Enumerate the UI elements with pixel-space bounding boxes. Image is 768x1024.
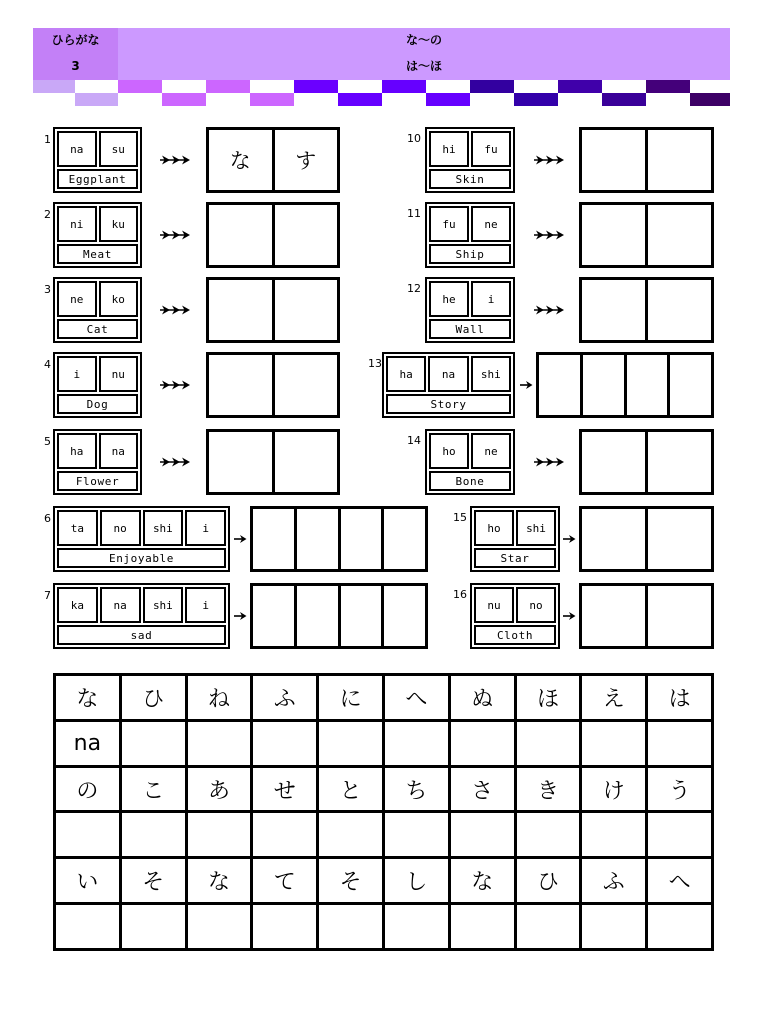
romaji-syllable: shi xyxy=(143,587,184,623)
romaji-syllable: ta xyxy=(57,510,98,546)
answer-cell xyxy=(384,509,425,569)
romaji-row xyxy=(429,433,511,469)
answer-boxes xyxy=(579,127,714,193)
romaji-syllable: nu xyxy=(474,587,514,623)
answer-cell xyxy=(209,355,272,415)
kana-grid-cell: に xyxy=(319,676,382,719)
kana-grid-cell: そ xyxy=(122,859,185,902)
kana-grid-cell: ふ xyxy=(253,676,316,719)
stripe-block xyxy=(294,80,338,93)
answer-cell xyxy=(648,432,711,492)
romaji-syllable: no xyxy=(516,587,556,623)
stripe-block xyxy=(382,80,426,93)
kana-range-line-1: な～の xyxy=(405,33,442,47)
romaji-syllable: ne xyxy=(57,281,97,317)
kana-grid-cell: と xyxy=(319,768,382,811)
answer-cell: な xyxy=(209,130,272,190)
kana-grid-cell: え xyxy=(582,676,645,719)
answer-boxes xyxy=(579,277,714,343)
kana-grid-cell: こ xyxy=(122,768,185,811)
answer-cell xyxy=(648,130,711,190)
triple-arrow-icon xyxy=(159,456,191,468)
answer-cell xyxy=(341,509,382,569)
word-meaning: Dog xyxy=(57,394,138,414)
romaji-card xyxy=(425,429,515,495)
kana-grid-cell xyxy=(122,722,185,765)
answer-boxes xyxy=(250,583,428,649)
stripe-block xyxy=(558,80,602,93)
exercise-number: 6 xyxy=(44,512,51,525)
kana-grid-cell xyxy=(648,722,711,765)
romaji-card xyxy=(425,277,515,343)
romaji-syllable: na xyxy=(99,433,139,469)
kana-grid-cell xyxy=(319,722,382,765)
kana-grid-cell xyxy=(188,813,251,856)
romaji-row xyxy=(57,281,138,317)
romaji-card xyxy=(425,202,515,268)
triple-arrow-icon xyxy=(159,154,191,166)
stripe-block xyxy=(75,93,118,106)
arrow-right-icon xyxy=(234,611,247,621)
kana-grid-cell: な xyxy=(451,859,514,902)
romaji-syllable: nu xyxy=(99,356,139,392)
answer-cell xyxy=(209,205,272,265)
stripe-block xyxy=(250,93,294,106)
answer-cell xyxy=(297,586,338,646)
kana-grid-cell: の xyxy=(56,768,119,811)
answer-boxes xyxy=(206,277,340,343)
exercise-number: 5 xyxy=(44,435,51,448)
answer-cell xyxy=(648,280,711,340)
exercise-number: 10 xyxy=(407,132,421,145)
word-meaning: Bone xyxy=(429,471,511,491)
romaji-syllable: ho xyxy=(429,433,469,469)
romaji-row xyxy=(429,131,511,167)
answer-cell xyxy=(582,205,645,265)
kana-grid-cell: い xyxy=(56,859,119,902)
romaji-syllable: ni xyxy=(57,206,97,242)
answer-cell xyxy=(582,586,645,646)
kana-grid-cell xyxy=(582,722,645,765)
romaji-row xyxy=(57,131,138,167)
word-meaning: Wall xyxy=(429,319,511,339)
answer-cell xyxy=(209,432,272,492)
kana-grid-cell: ほ xyxy=(517,676,580,719)
kana-grid-cell: そ xyxy=(319,859,382,902)
word-meaning: Skin xyxy=(429,169,511,189)
exercise-number: 12 xyxy=(407,282,421,295)
answer-cell xyxy=(275,280,338,340)
romaji-syllable: fu xyxy=(471,131,511,167)
romaji-card xyxy=(470,583,560,649)
romaji-row xyxy=(474,510,556,546)
kana-grid-cell: て xyxy=(253,859,316,902)
answer-boxes xyxy=(536,352,714,418)
romaji-syllable: shi xyxy=(516,510,556,546)
exercise-number: 1 xyxy=(44,133,51,146)
arrow-right-icon xyxy=(520,380,533,390)
romaji-row xyxy=(57,587,226,623)
romaji-syllable: ha xyxy=(57,433,97,469)
answer-boxes xyxy=(579,429,714,495)
romaji-syllable: he xyxy=(429,281,469,317)
answer-cell: す xyxy=(275,130,338,190)
exercise-number: 16 xyxy=(453,588,467,601)
answer-cell xyxy=(275,205,338,265)
kana-grid-cell: さ xyxy=(451,768,514,811)
kana-grid-cell: へ xyxy=(385,676,448,719)
word-meaning: Star xyxy=(474,548,556,568)
kana-grid-cell: し xyxy=(385,859,448,902)
answer-cell xyxy=(253,509,294,569)
romaji-row xyxy=(429,206,511,242)
kana-grid-cell xyxy=(253,813,316,856)
romaji-syllable: ku xyxy=(99,206,139,242)
kana-grid-cell: は xyxy=(648,676,711,719)
romaji-syllable: su xyxy=(99,131,139,167)
romaji-syllable: i xyxy=(185,587,226,623)
romaji-row xyxy=(57,356,138,392)
kana-range-line-2: は～ほ xyxy=(405,59,442,73)
answer-cell xyxy=(297,509,338,569)
answer-cell xyxy=(648,509,711,569)
answer-cell xyxy=(583,355,624,415)
answer-cell xyxy=(539,355,580,415)
answer-cell xyxy=(582,432,645,492)
answer-boxes xyxy=(250,506,428,572)
romaji-row xyxy=(57,510,226,546)
kana-grid-cell: な xyxy=(56,676,119,719)
romaji-syllable: ne xyxy=(471,206,511,242)
kana-grid-cell: せ xyxy=(253,768,316,811)
kana-grid-cell xyxy=(517,722,580,765)
kana-grid-cell: う xyxy=(648,768,711,811)
kana-grid-cell xyxy=(385,722,448,765)
kana-grid-cell xyxy=(451,722,514,765)
word-meaning: Cat xyxy=(57,319,138,339)
kana-grid-cell xyxy=(319,905,382,948)
stripe-block xyxy=(646,80,690,93)
word-meaning: Eggplant xyxy=(57,169,138,189)
word-meaning: Ship xyxy=(429,244,511,264)
kana-grid-cell xyxy=(56,905,119,948)
kana-grid-cell: ぬ xyxy=(451,676,514,719)
kana-grid-cell: な xyxy=(188,859,251,902)
kana-grid-cell xyxy=(56,813,119,856)
romaji-syllable: i xyxy=(57,356,97,392)
kana-grid-cell: ひ xyxy=(517,859,580,902)
word-meaning: Meat xyxy=(57,244,138,264)
kana-grid-cell xyxy=(188,905,251,948)
romaji-syllable: i xyxy=(185,510,226,546)
answer-boxes xyxy=(206,202,340,268)
answer-boxes xyxy=(579,506,714,572)
romaji-syllable: hi xyxy=(429,131,469,167)
kana-grid-cell xyxy=(253,905,316,948)
word-meaning: Cloth xyxy=(474,625,556,645)
kana-grid-cell xyxy=(188,722,251,765)
answer-boxes xyxy=(579,583,714,649)
exercise-number: 7 xyxy=(44,589,51,602)
triple-arrow-icon xyxy=(533,229,565,241)
romaji-syllable: ha xyxy=(386,356,426,392)
romaji-card xyxy=(382,352,515,418)
romaji-syllable: ho xyxy=(474,510,514,546)
kana-grid-cell xyxy=(582,905,645,948)
kana-practice-grid xyxy=(53,673,714,951)
arrow-right-icon xyxy=(234,534,247,544)
kana-grid-cell: ひ xyxy=(122,676,185,719)
romaji-syllable: na xyxy=(428,356,468,392)
answer-cell xyxy=(582,280,645,340)
kana-grid-cell: け xyxy=(582,768,645,811)
romaji-card xyxy=(53,583,230,649)
romaji-card xyxy=(470,506,560,572)
romaji-syllable: ko xyxy=(99,281,139,317)
answer-cell xyxy=(384,586,425,646)
kana-grid-cell xyxy=(122,813,185,856)
stripe-block xyxy=(33,80,75,93)
kana-grid-cell: き xyxy=(517,768,580,811)
word-meaning: sad xyxy=(57,625,226,645)
kana-grid-cell xyxy=(451,813,514,856)
word-meaning: Story xyxy=(386,394,511,414)
romaji-card xyxy=(53,506,230,572)
answer-cell xyxy=(670,355,711,415)
romaji-row xyxy=(429,281,511,317)
answer-cell xyxy=(275,355,338,415)
kana-grid-cell xyxy=(582,813,645,856)
romaji-card xyxy=(425,127,515,193)
kana-grid-cell xyxy=(517,813,580,856)
kana-grid-cell: あ xyxy=(188,768,251,811)
triple-arrow-icon xyxy=(533,456,565,468)
answer-cell xyxy=(275,432,338,492)
romaji-syllable: no xyxy=(100,510,141,546)
stripe-block xyxy=(162,93,206,106)
stripe-block xyxy=(470,80,514,93)
romaji-syllable: ka xyxy=(57,587,98,623)
worksheet-set-number: 3 xyxy=(71,59,80,73)
romaji-card xyxy=(53,429,142,495)
answer-boxes xyxy=(206,352,340,418)
answer-cell xyxy=(582,509,645,569)
romaji-syllable: shi xyxy=(143,510,184,546)
answer-cell xyxy=(648,586,711,646)
romaji-row xyxy=(57,206,138,242)
kana-grid-cell xyxy=(648,813,711,856)
answer-cell xyxy=(209,280,272,340)
romaji-syllable: i xyxy=(471,281,511,317)
romaji-card xyxy=(53,127,142,193)
answer-boxes xyxy=(206,127,340,193)
answer-cell xyxy=(648,205,711,265)
answer-cell xyxy=(341,586,382,646)
answer-cell xyxy=(582,130,645,190)
exercise-number: 14 xyxy=(407,434,421,447)
kana-grid-cell xyxy=(648,905,711,948)
romaji-row xyxy=(386,356,511,392)
kana-grid-cell xyxy=(122,905,185,948)
answer-cell xyxy=(253,586,294,646)
worksheet-title: ひらがな xyxy=(51,33,100,47)
kana-grid-cell: へ xyxy=(648,859,711,902)
arrow-right-icon xyxy=(563,534,576,544)
stripe-block xyxy=(426,93,470,106)
answer-cell xyxy=(627,355,668,415)
kana-grid-cell: na xyxy=(56,722,119,765)
romaji-row xyxy=(474,587,556,623)
kana-grid-cell xyxy=(385,905,448,948)
triple-arrow-icon xyxy=(159,229,191,241)
romaji-syllable: shi xyxy=(471,356,511,392)
exercise-number: 4 xyxy=(44,358,51,371)
answer-boxes xyxy=(579,202,714,268)
romaji-syllable: na xyxy=(57,131,97,167)
exercise-number: 2 xyxy=(44,208,51,221)
kana-grid-cell xyxy=(451,905,514,948)
romaji-syllable: fu xyxy=(429,206,469,242)
exercise-number: 3 xyxy=(44,283,51,296)
kana-grid-cell xyxy=(253,722,316,765)
romaji-card xyxy=(53,202,142,268)
triple-arrow-icon xyxy=(159,304,191,316)
romaji-card xyxy=(53,352,142,418)
romaji-syllable: ne xyxy=(471,433,511,469)
kana-grid-cell xyxy=(517,905,580,948)
stripe-block xyxy=(206,80,250,93)
answer-boxes xyxy=(206,429,340,495)
triple-arrow-icon xyxy=(533,154,565,166)
kana-grid-cell xyxy=(385,813,448,856)
romaji-syllable: na xyxy=(100,587,141,623)
exercise-number: 15 xyxy=(453,511,467,524)
stripe-block xyxy=(118,80,162,93)
word-meaning: Enjoyable xyxy=(57,548,226,568)
kana-range-cell xyxy=(118,28,730,80)
kana-grid-cell xyxy=(319,813,382,856)
kana-grid-cell: ふ xyxy=(582,859,645,902)
stripe-block xyxy=(602,93,646,106)
triple-arrow-icon xyxy=(159,379,191,391)
stripe-block xyxy=(338,93,382,106)
word-meaning: Flower xyxy=(57,471,138,491)
stripe-block xyxy=(514,93,558,106)
worksheet-title-cell xyxy=(33,28,118,80)
romaji-card xyxy=(53,277,142,343)
romaji-row xyxy=(57,433,138,469)
stripe-block xyxy=(690,93,730,106)
kana-grid-cell: ね xyxy=(188,676,251,719)
exercise-number: 13 xyxy=(368,357,382,370)
triple-arrow-icon xyxy=(533,304,565,316)
exercise-number: 11 xyxy=(407,207,421,220)
arrow-right-icon xyxy=(563,611,576,621)
kana-grid-cell: ち xyxy=(385,768,448,811)
